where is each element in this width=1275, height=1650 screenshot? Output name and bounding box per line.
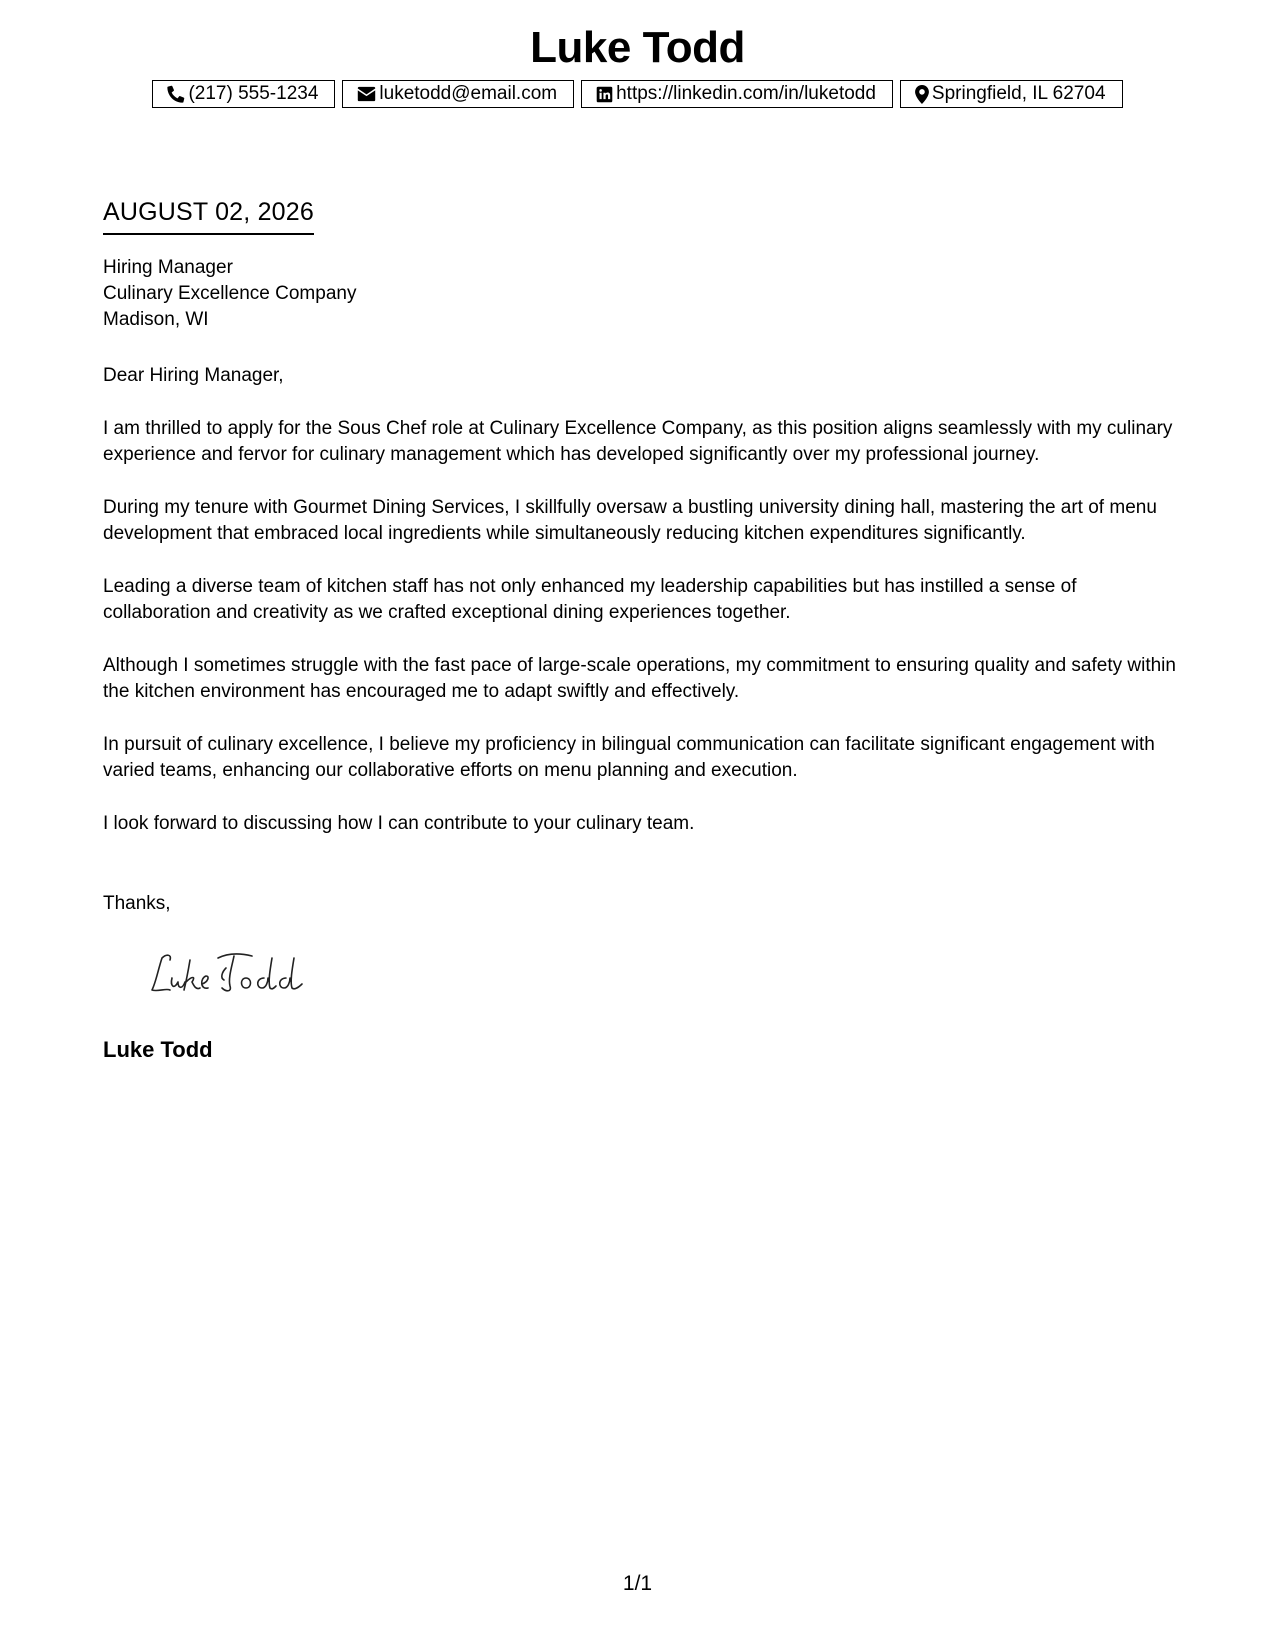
phone-text: (217) 555-1234 (188, 83, 319, 104)
linkedin-icon (596, 86, 616, 103)
phone-icon (167, 85, 188, 103)
recipient-company: Culinary Excellence Company (103, 283, 357, 304)
recipient-title: Hiring Manager (103, 257, 233, 278)
body-paragraph: Leading a diverse team of kitchen staff has not only enhanced my leadership capabilities but has instilled a sense of collaboration and creativity as we crafted exceptional dining experiences together. (103, 575, 1077, 623)
contact-phone[interactable] (152, 80, 335, 108)
recipient-block (103, 255, 356, 333)
letter-body (103, 363, 1178, 863)
letter-date: AUGUST 02, 2026 (103, 196, 314, 235)
body-paragraph: I look forward to discussing how I can contribute to your culinary team. (103, 812, 695, 834)
body-paragraph: I am thrilled to apply for the Sous Chef role at Culinary Excellence Company, as this position aligns seamlessly with my culinary experience and fervor for culinary management which has developed significantly over my professional journey. (103, 417, 1173, 465)
applicant-name-heading: Luke Todd (530, 23, 745, 72)
contact-location[interactable] (900, 80, 1123, 108)
linkedin-text: https://linkedin.com/in/luketodd (616, 83, 876, 104)
map-pin-icon (915, 85, 932, 104)
body-paragraph: During my tenure with Gourmet Dining Services, I skillfully oversaw a bustling university dining hall, mastering the art of menu development that embraced local ingredients while simultaneously reducing kitchen expenditures significantly. (103, 496, 1157, 544)
recipient-location: Madison, WI (103, 309, 209, 330)
location-text: Springfield, IL 62704 (931, 83, 1106, 104)
salutation: Dear Hiring Manager, (103, 365, 284, 386)
envelope-icon (357, 86, 379, 102)
body-paragraph: Although I sometimes struggle with the fast pace of large-scale operations, my commitment to ensuring quality and safety within the kitchen environment has encouraged me to adapt swiftly and effectively. (103, 654, 1176, 702)
email-text: luketodd@email.com (379, 83, 558, 104)
closing-line: Thanks, (103, 893, 171, 914)
handwritten-signature (148, 948, 313, 1005)
contact-info-bar (0, 80, 1275, 108)
body-paragraph: In pursuit of culinary excellence, I believe my proficiency in bilingual communication can facilitate significant engagement with varied teams, enhancing our collaborative efforts on menu planning and execution. (103, 733, 1155, 781)
signer-name: Luke Todd (103, 1037, 213, 1062)
page-number: 1/1 (622, 1572, 653, 1595)
contact-linkedin[interactable] (581, 80, 893, 108)
contact-email[interactable] (342, 80, 574, 108)
